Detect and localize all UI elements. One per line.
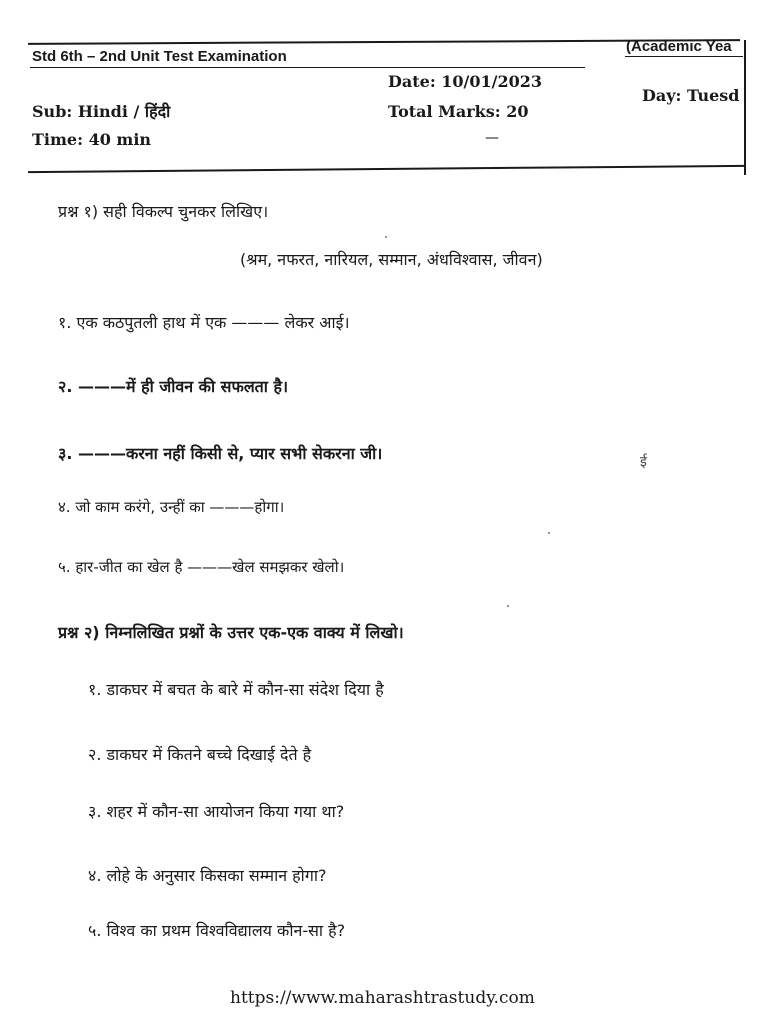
- q2-item-4: ४. लोहे के अनुसार किसका सम्मान होगा?: [88, 866, 327, 885]
- academic-year-label: (Academic Yea: [626, 38, 732, 55]
- q1-options: (श्रम, नफरत, नारियल, सम्मान, अंधविश्वास, जीवन): [240, 250, 543, 269]
- q1-title: प्रश्न १) सही विकल्प चुनकर लिखिए।: [58, 202, 269, 221]
- time-label: Time: 40 min: [32, 130, 152, 149]
- q1-item-4: ४. जो काम करंगे, उन्हीं का ———होगा।: [58, 498, 285, 516]
- q2-item-1: १. डाकघर में बचत के बारे में कौन-सा संदेश दिया है: [88, 680, 384, 699]
- total-marks: Total Marks: 20: [388, 102, 529, 121]
- stray-dot: [385, 236, 387, 238]
- q2-item-5: ५. विश्व का प्रथम विश्वविद्यालय कौन-सा है?: [88, 921, 346, 940]
- header-dash: —: [485, 130, 499, 146]
- footer-url: https://www.maharashtrastudy.com: [230, 988, 535, 1008]
- academic-year-underline: [625, 56, 743, 57]
- q2-item-3: ३. शहर में कौन-सा आयोजन किया गया था?: [88, 802, 345, 821]
- subject-label: Sub: Hindi / हिंदी: [32, 102, 171, 121]
- stray-scribble: ई: [640, 454, 647, 470]
- header-underline: [30, 67, 585, 68]
- stray-dot: [507, 605, 509, 607]
- q2-item-2: २. डाकघर में कितने बच्चे दिखाई देते है: [88, 745, 312, 764]
- std-exam-label: Std 6th – 2nd Unit Test Examination: [32, 48, 287, 65]
- q1-item-3: ३. ———करना नहीं किसी से, प्यार सभी सेकरना जी।: [58, 444, 383, 463]
- exam-day: Day: Tuesd: [642, 86, 740, 105]
- q1-item-5: ५. हार-जीत का खेल है ———खेल समझकर खेलो।: [58, 558, 345, 576]
- header-right-border: [744, 40, 746, 175]
- stray-dot: [548, 532, 550, 534]
- q1-item-1: १. एक कठपुतली हाथ में एक ——— लेकर आई।: [58, 313, 350, 332]
- q1-item-2: २. ———में ही जीवन की सफलता है।: [58, 377, 289, 396]
- q2-title: प्रश्न २) निम्नलिखित प्रश्नों के उत्तर एक-एक वाक्य में लिखो।: [58, 623, 404, 642]
- header-bottom-border: [28, 165, 744, 173]
- exam-date: Date: 10/01/2023: [388, 72, 543, 91]
